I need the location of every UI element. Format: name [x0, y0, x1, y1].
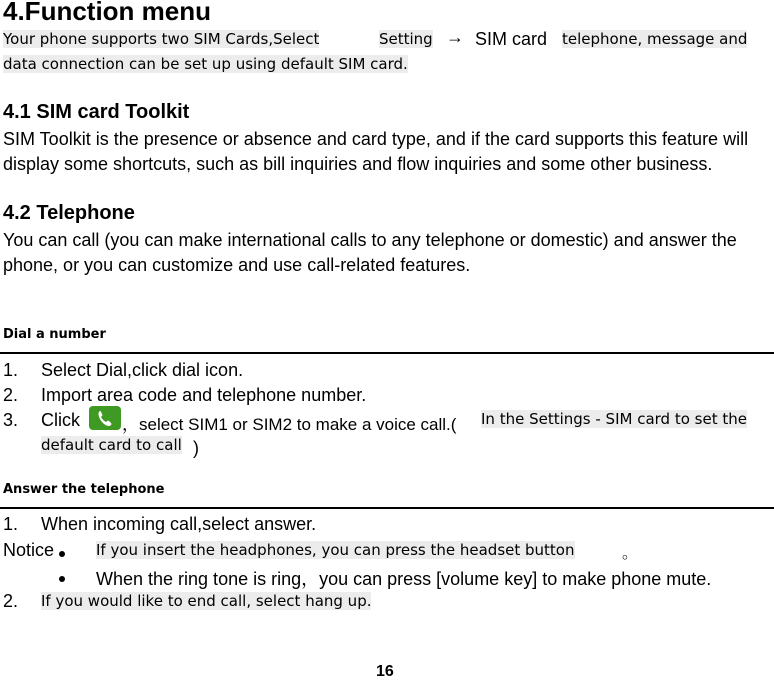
dial-subheading: Dial a number — [3, 327, 106, 342]
section-4-2-line-1: You can call (you can make international calls to any telephone or domestic) and answer the — [3, 230, 737, 250]
intro-text-part-1: Your phone supports two SIM Cards,Select — [3, 30, 320, 48]
section-title-4-2: 4.2 Telephone — [3, 202, 135, 224]
list-number: 3. — [3, 410, 19, 430]
divider — [0, 507, 774, 509]
section-4-1-line-2: display some shortcuts, such as bill inquiries and flow inquiries and some other business. — [3, 154, 713, 174]
section-4-1-line-1: SIM Toolkit is the presence or absence and card type, and if the card supports this feature will — [3, 129, 749, 149]
dial-step-3-close-paren: ) — [193, 438, 199, 458]
list-number: 2. — [3, 591, 19, 611]
intro-text-part-2: telephone, message and — [562, 30, 748, 48]
dial-step-1: Select Dial,click dial icon. — [41, 360, 244, 380]
dial-step-3-click: Click — [41, 410, 80, 430]
answer-subheading: Answer the telephone — [3, 482, 165, 497]
section-4-2-line-2: phone, or you can customize and use call-related features. — [3, 255, 471, 275]
answer-step-2: If you would like to end call, select hang up. — [41, 592, 372, 610]
notice-label: Notice — [3, 540, 55, 560]
dial-step-3-note: In the Settings - SIM card to set the — [481, 410, 747, 428]
dial-step-2: Import area code and telephone number. — [41, 385, 367, 405]
dial-step-3-note-cont: default card to call — [41, 436, 182, 454]
phone-icon-glyph — [89, 406, 121, 430]
page-number: 16 — [376, 663, 394, 680]
list-number: 1. — [3, 514, 19, 534]
notice-bullet-1: If you insert the headphones, you can press the headset button — [96, 541, 575, 559]
intro-setting: Setting — [379, 30, 433, 48]
list-number: 2. — [3, 385, 19, 405]
page-heading: 4.Function menu — [3, 0, 211, 26]
intro-text-line-2: data connection can be set up using default SIM card. — [3, 55, 408, 73]
intro-sim-card: SIM card — [475, 29, 548, 49]
answer-step-1: When incoming call,select answer. — [41, 514, 317, 534]
notice-bullet-1-end: 。 — [622, 545, 639, 562]
list-number: 1. — [3, 360, 19, 380]
phone-icon — [89, 406, 121, 430]
notice-bullet-2: When the ring tone is ring，you can press [volume key] to make phone mute. — [96, 569, 712, 589]
bullet-icon — [59, 551, 65, 557]
bullet-icon — [59, 576, 65, 582]
arrow-icon: → — [446, 27, 464, 47]
section-title-4-1: 4.1 SIM card Toolkit — [3, 101, 190, 123]
divider — [0, 352, 774, 354]
dial-step-3-text: ，select SIM1 or SIM2 to make a voice call.( — [122, 415, 457, 434]
